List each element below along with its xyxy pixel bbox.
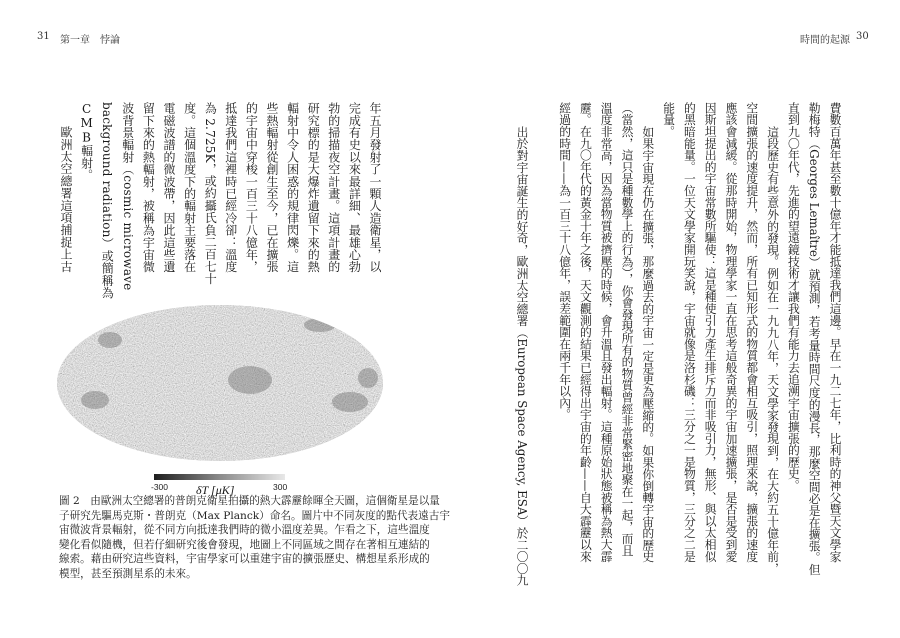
text-column: 輻射中令人困惑的規律閃爍。這	[285, 102, 300, 273]
text-column: 勒梅特（Georges Lemaître）就預測，若考量時間尺度的漫長，那麼空間必是在擴張。但	[807, 102, 822, 576]
text-column: 直到九〇年代，先進的望遠鏡技術才讓我們有能力去追溯宇宙擴張的歷史。	[786, 102, 801, 492]
text-column: 的黑暗能量。一位天文學家開玩笑說，宇宙就像是洛杉磯：三分之一是物質，三分之二是	[682, 102, 697, 563]
text-column: 抵達我們這裡時已經冷卻：溫度	[223, 102, 238, 273]
caption-line: 模型，甚至預測星系的未來。	[59, 567, 197, 580]
left-page-number: 31	[37, 31, 50, 42]
text-column: 這段歷史有些意外的發現。例如在一九九八年，天文學家發現到，在大約五十億年前，	[765, 126, 780, 575]
right-running-head: 時間的起源	[800, 35, 850, 46]
text-column: 靂。在九〇年代的黃金十年之後，天文觀測的結果已經得出宇宙的年齡——自大霹靂以來	[578, 102, 593, 563]
text-column: 留下來的熱輻射，被稱為宇宙微	[141, 102, 156, 273]
caption-line: 子研究先驅馬克斯・普朗克（Max Planck）命名。圖片中不同灰度的點代表遠古宇	[59, 509, 450, 522]
caption-line: 宙微波背景輻射，從不同方向抵達我們時的微小溫度差異。乍看之下，這些溫度	[59, 524, 430, 537]
left-running-head: 第一章 悖論	[60, 35, 120, 46]
text-column: 能量。	[661, 102, 676, 138]
text-column: 的宇宙中穿梭一百三十八億年，	[244, 102, 259, 273]
text-column: 歐洲太空總署這項捕捉上古	[59, 126, 73, 273]
text-column: 研究標的是大爆炸遺留下來的熱	[306, 102, 321, 273]
text-column: background radiation）或簡稱為	[100, 102, 115, 299]
text-column: 如果宇宙現在仍在擴張，那麼過去的宇宙一定是更為壓縮的。如果你倒轉宇宙的歷史	[640, 126, 655, 563]
text-column: （當然，這只是種數學上的行為），你會發現所有的物質曾經非常緊密地聚在一起，而且	[620, 102, 634, 557]
colorbar	[154, 474, 285, 480]
text-column: 些熱輻射從創生至今，已在擴張	[265, 102, 279, 273]
text-column: 年五月發射了一顆人造衛星，以	[368, 102, 382, 273]
caption-line: 變化看似隨機，但若仔細研究後會發現，地圖上不同區域之間存在著相互連結的	[59, 538, 430, 551]
right-page-number: 30	[856, 31, 869, 42]
text-column: 因斯坦提出的宇宙常數所驅使：這是種使引力產生排斥力而非吸引力，無形、與以太相似	[703, 102, 718, 563]
caption-line: 圖 2 由歐洲太空總署的普朗克衛星拍攝的熱大霹靂餘暉全天圖，這個衛星是以量	[59, 495, 440, 507]
figure-caption	[59, 494, 450, 582]
cmb-sky-map	[50, 300, 390, 470]
text-column: 費數百萬年甚至數十億年才能抵達我們這邊。早在一九二七年，比利時的神父暨天文學家	[828, 102, 842, 563]
text-column: 溫度非常高，因為當物質被擠壓的時候，會升溫且發出輻射。這種原始狀態被稱為熱大霹	[599, 102, 614, 563]
text-column: 空間擴張的速度提升，然而，所有已知形式的物質都會相互吸引，照理來說，擴張的速度	[744, 102, 759, 563]
text-column: CMB輻射。	[79, 102, 94, 182]
text-column: 度。這個溫度下的輻射主要落在	[182, 102, 197, 273]
text-column: 勃的掃描夜空計畫。這項計畫的	[326, 102, 341, 273]
text-column: 應該會減緩。從那時開始，物理學家一直在思考這般奇異的宇宙加速擴張，是否是受到愛	[724, 102, 738, 563]
colorbar-min-label: -300	[151, 482, 169, 492]
text-column: 電磁波譜的微波帶，因此這些遺	[162, 102, 176, 273]
colorbar-title: δT [μK]	[196, 483, 235, 497]
text-column: 完成有史以來最詳細、最雄心勃	[347, 102, 362, 273]
text-column: 為 2.725K，或約攝氏負二百七十	[203, 102, 218, 285]
text-column: 波背景輻射（cosmic microwave	[120, 102, 135, 291]
text-column: 經過的時間——為一百三十八億年，誤差範圍在兩千年以內。	[557, 102, 572, 421]
caption-line: 線索。藉由研究這些資料，宇宙學家可以重建宇宙的擴張歷史、構想星系形成的	[59, 553, 430, 566]
text-column: 出於對宇宙誕生的好奇，歐洲太空總署（European Space Agency, ESA）於二〇〇九	[515, 126, 529, 587]
colorbar-max-label: 300	[273, 482, 288, 492]
